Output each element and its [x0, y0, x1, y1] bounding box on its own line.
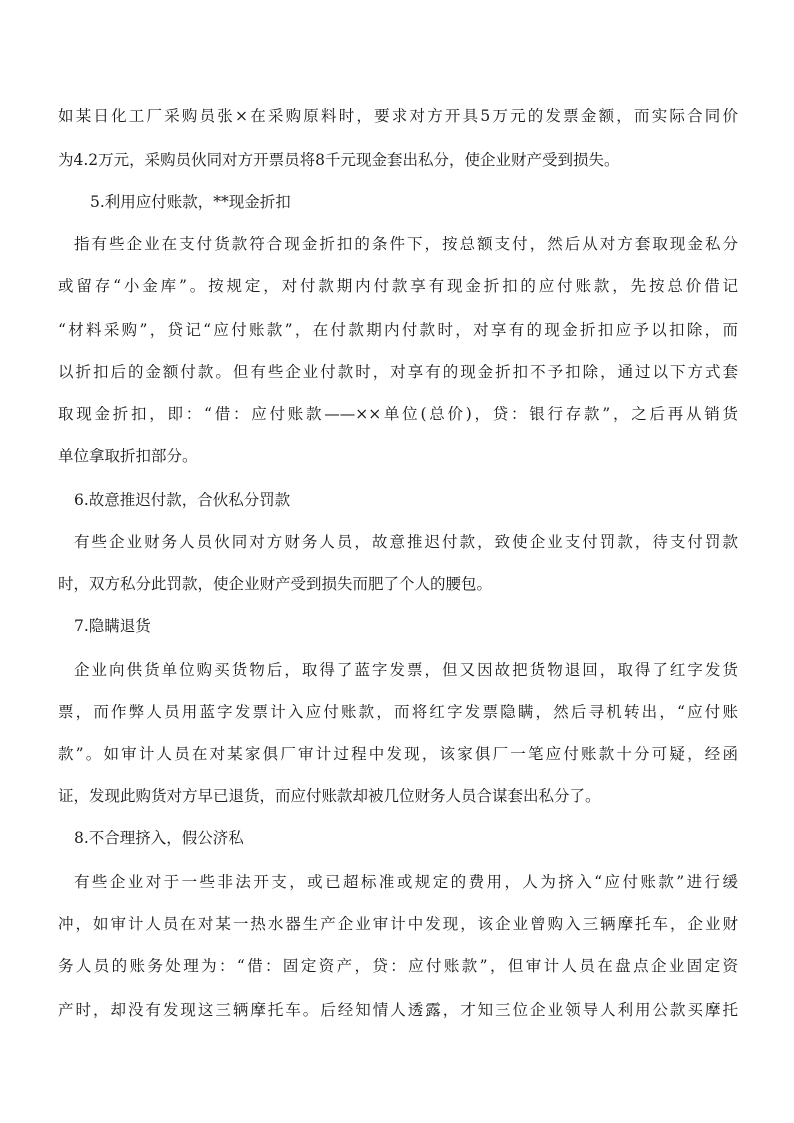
- paragraph-line: 指有些企业在支付货款符合现金折扣的条件下，按总额支付，然后从对方套取现金私分: [74, 235, 738, 253]
- paragraph-line: 产时，却没有发现这三辆摩托车。后经知情人透露，才知三位企业领导人利用公款买摩托: [58, 1001, 738, 1019]
- paragraph-line: 为4.2万元，采购员伙同对方开票员将8千元现金套出私分，使企业财产受到损失。: [58, 151, 620, 169]
- section-heading: 7.隐瞒退货: [74, 617, 151, 635]
- paragraph-line: 有些企业对于一些非法开支，或已超标准或规定的费用，人为挤入“应付账款”进行缓: [74, 873, 738, 891]
- paragraph-line: 有些企业财务人员伙同对方财务人员，故意推迟付款，致使企业支付罚款，待支付罚款: [74, 533, 738, 551]
- paragraph-line: 务人员的账务处理为：“借：固定资产，贷：应付账款”，但审计人员在盘点企业固定资: [58, 957, 738, 975]
- paragraph-line: 款”。如审计人员在对某家俱厂审计过程中发现，该家俱厂一笔应付账款十分可疑，经函: [58, 745, 738, 763]
- paragraph-line: 证，发现此购货对方早已退货，而应付账款却被几位财务人员合谋套出私分了。: [58, 787, 601, 805]
- section-heading: 6.故意推迟付款，合伙私分罚款: [74, 491, 291, 509]
- paragraph-line: 如某日化工厂采购员张×在采购原料时，要求对方开具5万元的发票金额，而实际合同价: [58, 107, 738, 125]
- paragraph-line: 或留存“小金库”。按规定，对付款期内付款享有现金折扣的应付账款，先按总价借记: [58, 277, 738, 295]
- paragraph-line: “材料采购”，贷记“应付账款”，在付款期内付款时，对享有的现金折扣应予以扣除，而: [58, 321, 738, 339]
- paragraph-line: 票，而作弊人员用蓝字发票计入应付账款，而将红字发票隐瞒，然后寻机转出，“应付账: [58, 703, 738, 721]
- paragraph-line: 单位拿取折扣部分。: [58, 447, 198, 465]
- paragraph-line: 以折扣后的金额付款。但有些企业付款时，对享有的现金折扣不予扣除，通过以下方式套: [58, 363, 738, 381]
- section-heading: 8.不合理挤入，假公济私: [74, 829, 244, 847]
- paragraph-line: 冲，如审计人员在对某一热水器生产企业审计中发现，该企业曾购入三辆摩托车，企业财: [58, 915, 738, 933]
- section-heading: 5.利用应付账款，**现金折扣: [90, 193, 291, 211]
- paragraph-line: 取现金折扣，即：“借：应付账款——××单位(总价)，贷：银行存款”，之后再从销货: [58, 405, 738, 423]
- paragraph-line: 企业向供货单位购买货物后，取得了蓝字发票，但又因故把货物退回，取得了红字发货: [74, 661, 738, 679]
- paragraph-line: 时，双方私分此罚款，使企业财产受到损失而肥了个人的腰包。: [58, 575, 493, 593]
